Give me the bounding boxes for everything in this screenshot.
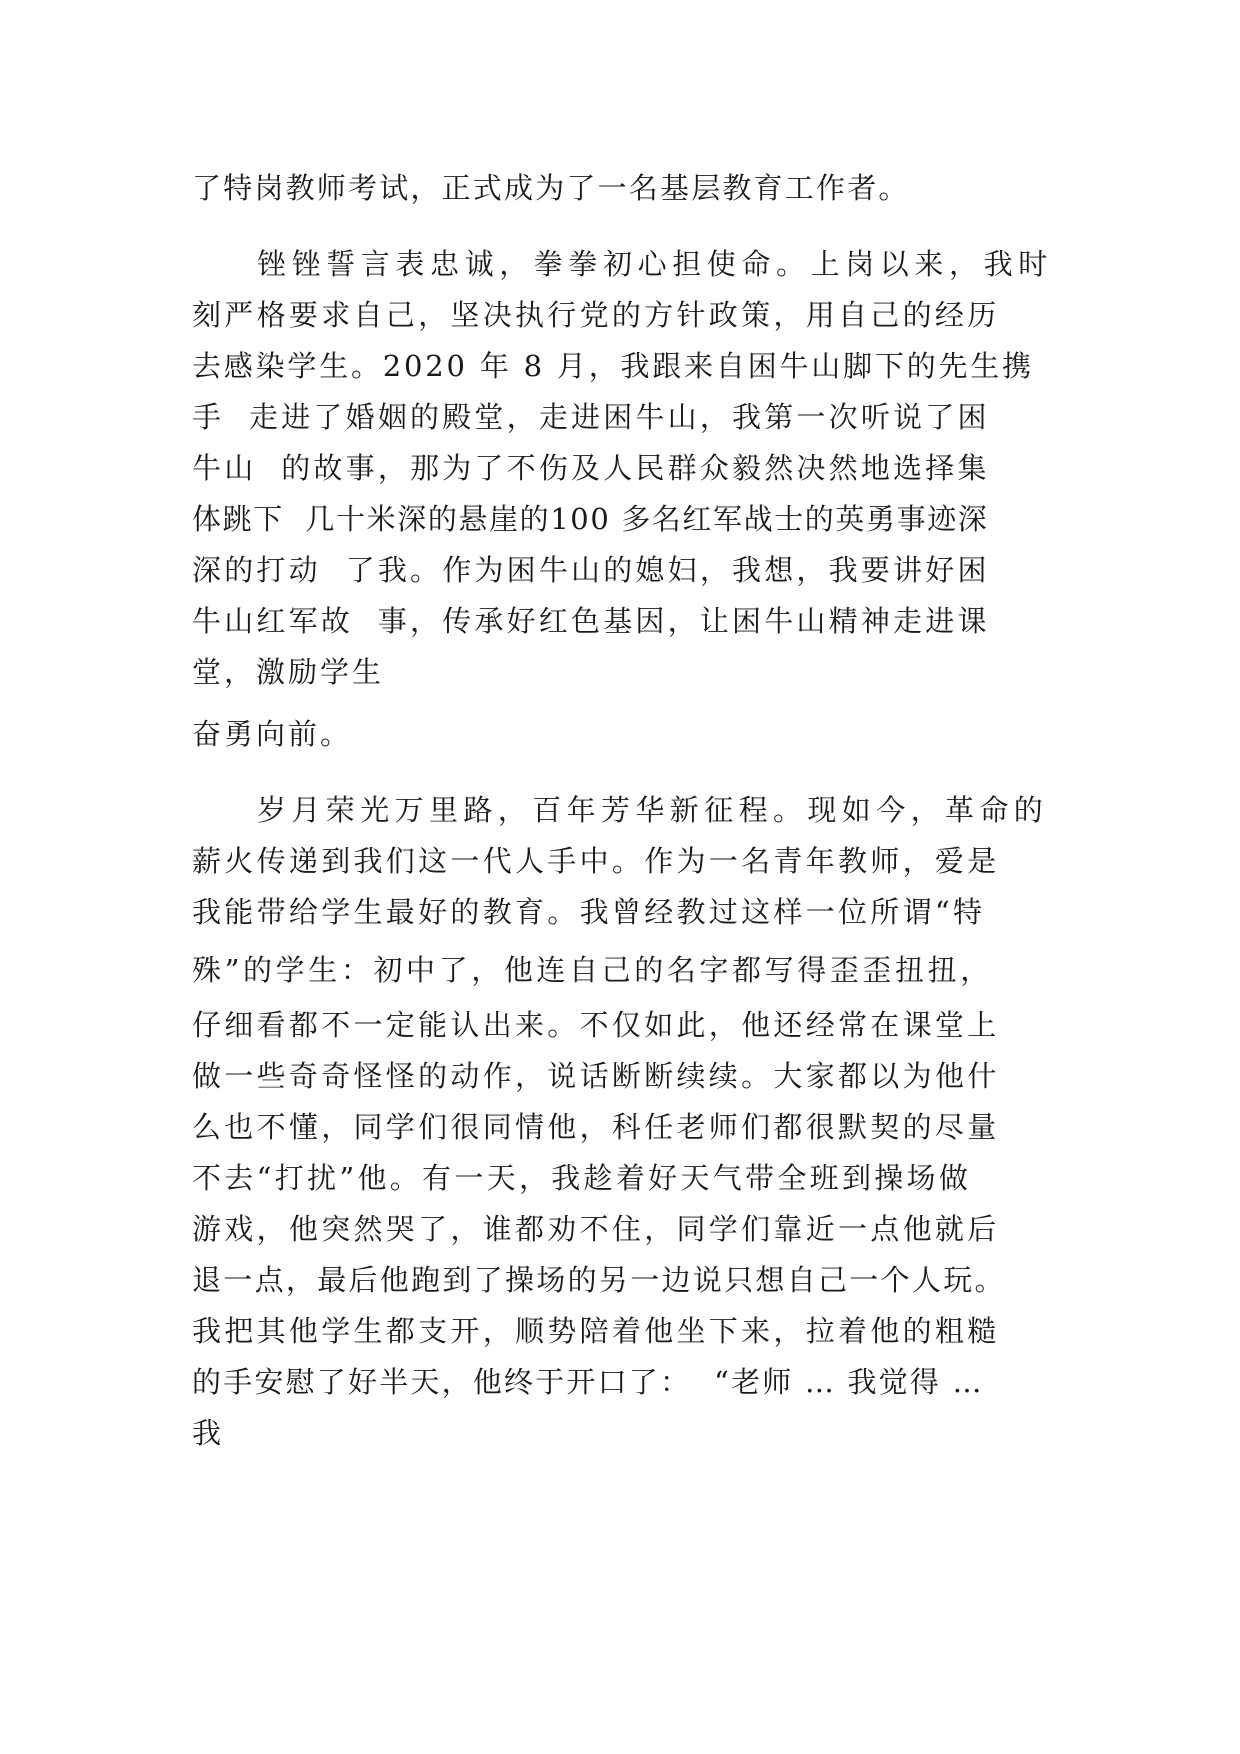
paragraph-line: 牛山 的故事，那为了不伤及人民群众毅然决然地选择集	[192, 451, 990, 485]
paragraph-line: 体跳下 几十米深的悬崖的100 多名红军战士的英勇事迹深	[192, 502, 989, 536]
paragraph-line: 仔细看都不一定能认出来。不仅如此，他还经常在课堂上	[192, 1008, 1000, 1042]
paragraph-line: 殊”的学生：初中了，他连自己的名字都写得歪歪扭扭，	[192, 953, 993, 987]
paragraph-line: 去感染学生。2020 年 8 月，我跟来自困牛山脚下的先生携	[192, 349, 1034, 383]
paragraph-line: 奋勇向前。	[192, 717, 353, 751]
paragraph-line: 的手安慰了好半天，他终于开口了： “老师 … 我觉得 …	[192, 1365, 984, 1399]
paragraph-line: 我	[192, 1416, 225, 1450]
paragraph-line: 不去“打扰”他。有一天，我趁着好天气带全班到操场做	[192, 1161, 972, 1195]
paragraph-line: 锉锉誓言表忠诚，拳拳初心担使命。上岗以来，我时	[257, 247, 1053, 281]
paragraph-line: 退一点，最后他跑到了操场的另一边说只想自己一个人玩。	[192, 1263, 1006, 1297]
paragraph-line: 牛山红军故 事，传承好红色基因，让困牛山精神走进课	[192, 604, 990, 638]
paragraph-line: 深的打动 了我。作为困牛山的媳妇，我想，我要讲好困	[192, 553, 990, 587]
paragraph-line: 做一些奇奇怪怪的动作，说话断断续续。大家都以为他什	[192, 1059, 1000, 1093]
paragraph-line: 薪火传递到我们这一代人手中。作为一名青年教师，爱是	[192, 844, 1000, 878]
paragraph-line: 手 走进了婚姻的殿堂，走进困牛山，我第一次听说了困	[192, 400, 990, 434]
paragraph-line: 我把其他学生都支开，顺势陪着他坐下来，拉着他的粗糙	[192, 1314, 1000, 1348]
paragraph-line: 刻严格要求自己，坚决执行党的方针政策，用自己的经历	[192, 298, 1000, 332]
paragraph-line: 游戏，他突然哭了，谁都劝不住，同学们靠近一点他就后	[192, 1212, 1000, 1246]
paragraph-line: 了特岗教师考试，正式成为了一名基层教育工作者。	[192, 171, 910, 205]
paragraph-line: 我能带给学生最好的教育。我曾经教过这样一位所谓“特	[192, 895, 986, 929]
paragraph-line: 么也不懂，同学们很同情他，科任老师们都很默契的尽量	[192, 1110, 1000, 1144]
paragraph-line: 堂，激励学生	[192, 655, 385, 689]
paragraph-line: 岁月荣光万里路，百年芳华新征程。现如今，革命的	[257, 793, 1049, 827]
